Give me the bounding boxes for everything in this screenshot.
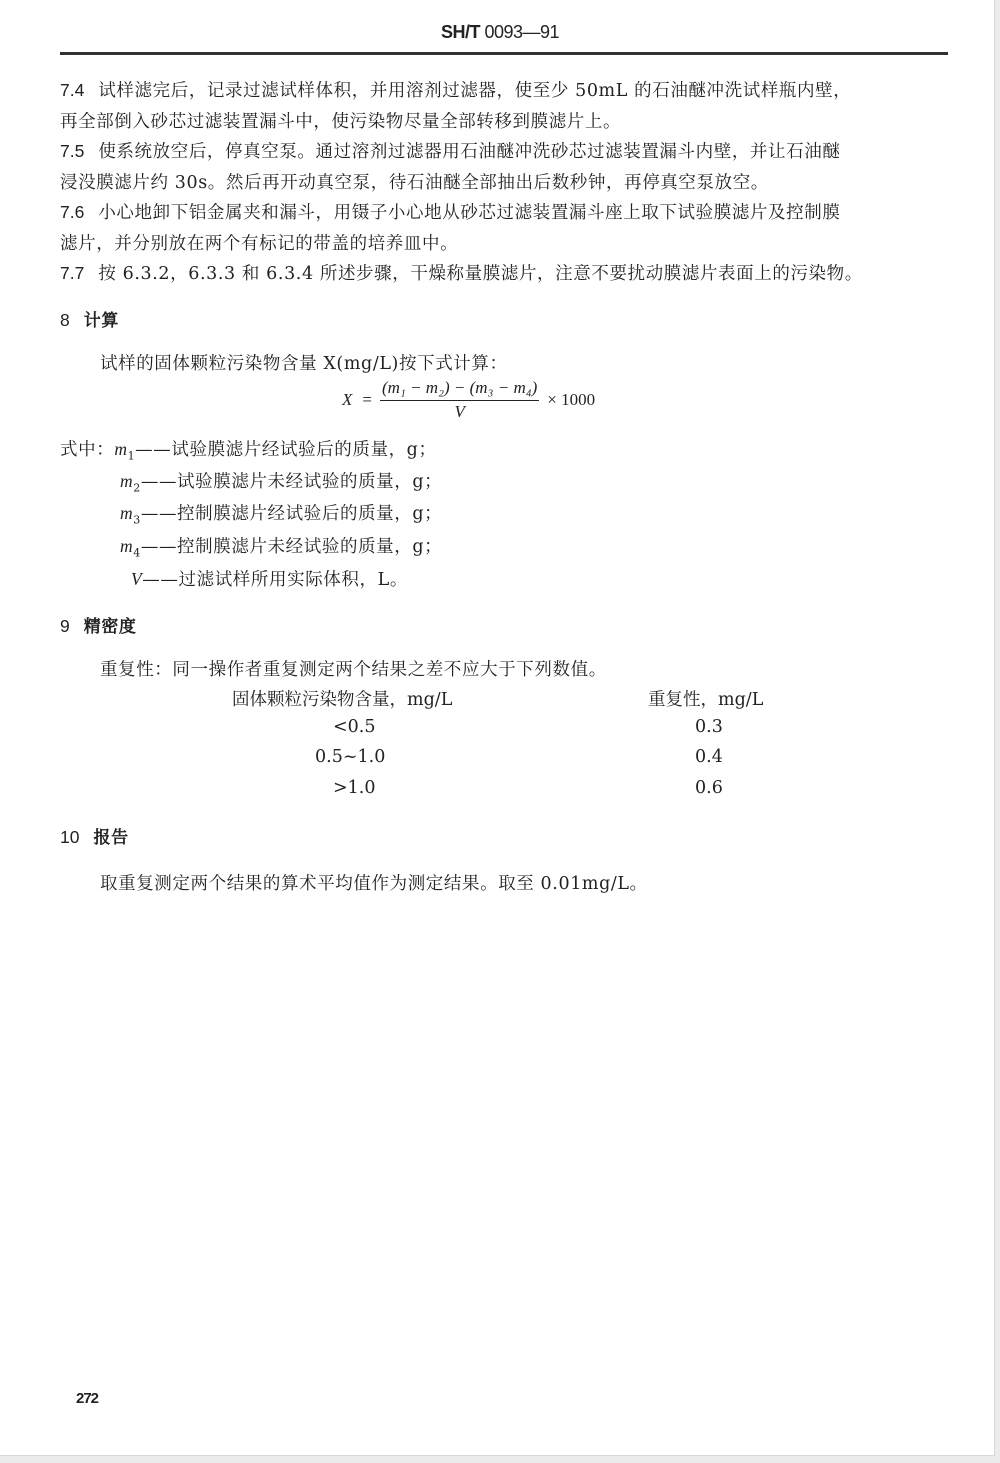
table-header-repeatability: 重复性，mg/L xyxy=(648,690,764,710)
section-number: 7.5 xyxy=(60,141,85,161)
table-cell: 0.4 xyxy=(695,747,723,767)
var-symbol: m xyxy=(120,536,134,556)
paragraph-text: 按 6.3.2，6.3.3 和 6.3.4 所述步骤，干燥称量膜滤片，注意不要扰动膜滤片表面上的污染物。 xyxy=(98,264,863,284)
table-cell: 0.5~1.0 xyxy=(315,747,386,767)
var-subscript: 4 xyxy=(133,546,141,560)
section-number: 7.4 xyxy=(60,80,85,100)
section-7-4-line2: 再全部倒入砂芯过滤装置漏斗中，使污染物尽量全部转移到膜滤片上。 xyxy=(60,112,622,132)
header-rule xyxy=(60,52,948,55)
formula-equals: = xyxy=(362,390,372,409)
var-subscript: 1 xyxy=(127,449,136,463)
table-cell: <0.5 xyxy=(333,717,376,737)
var-desc: ——试验膜滤片经试验后的质量，g； xyxy=(135,440,437,460)
section-number: 9 xyxy=(60,616,70,636)
document-header xyxy=(0,22,1000,43)
formula xyxy=(342,378,595,422)
var-subscript: 2 xyxy=(133,481,141,495)
formula-multiplier: × 1000 xyxy=(547,390,596,409)
var-subscript: 3 xyxy=(133,513,141,527)
formula-lhs: X xyxy=(342,390,353,409)
var-desc: ——控制膜滤片未经试验的质量，g； xyxy=(140,537,443,557)
where-line-1 xyxy=(60,436,437,463)
section-8-intro: 试样的固体颗粒污染物含量 X(mg/L)按下式计算： xyxy=(100,354,508,374)
paragraph-text: 试样滤完后，记录过滤试样体积，并用溶剂过滤器，使至少 50mL 的石油醚冲洗试样瓶内壁， xyxy=(98,81,852,101)
standard-prefix: SH/T xyxy=(440,22,485,42)
var-desc: ——控制膜滤片经试验后的质量，g； xyxy=(140,504,443,524)
formula-denominator: V xyxy=(454,402,465,421)
section-10-text: 取重复测定两个结果的算术平均值作为测定结果。取至 0.01mg/L。 xyxy=(100,874,648,894)
section-8-heading xyxy=(60,306,119,331)
paragraph-text: 使系统放空后，停真空泵。通过溶剂过滤器用石油醚冲洗砂芯过滤装置漏斗内壁，并让石油醚 xyxy=(98,142,841,162)
section-title: 精密度 xyxy=(83,617,137,637)
standard-code: 0093—91 xyxy=(484,22,560,42)
section-title: 计算 xyxy=(83,311,119,331)
section-7-6-line1 xyxy=(60,199,840,224)
section-7-7-line1 xyxy=(60,260,863,285)
section-number: 7.7 xyxy=(60,263,85,283)
table-cell: 0.3 xyxy=(695,717,723,737)
section-number: 8 xyxy=(60,310,70,330)
formula-numerator: (m₁ − m₂) − (m₃ − m₄) xyxy=(380,378,539,401)
section-9-heading xyxy=(60,612,137,637)
section-title: 报告 xyxy=(93,828,129,848)
table-cell: >1.0 xyxy=(333,778,376,798)
section-7-6-line2: 滤片，并分别放在两个有标记的带盖的培养皿中。 xyxy=(60,234,459,254)
table-cell: 0.6 xyxy=(695,778,723,798)
var-symbol: m xyxy=(120,471,134,491)
var-desc: ——过滤试样所用实际体积，L。 xyxy=(142,570,408,590)
section-7-5-line1 xyxy=(60,138,840,163)
section-9-intro: 重复性：同一操作者重复测定两个结果之差不应大于下列数值。 xyxy=(100,660,607,680)
where-line-3 xyxy=(120,500,442,527)
page-number: 272 xyxy=(76,1390,99,1407)
table-header-content: 固体颗粒污染物含量，mg/L xyxy=(232,690,453,710)
section-10-heading xyxy=(60,823,129,848)
section-7-4-line1 xyxy=(60,77,851,102)
formula-fraction xyxy=(380,378,539,422)
var-symbol: m xyxy=(114,439,128,459)
section-number: 7.6 xyxy=(60,202,85,222)
var-desc: ——试验膜滤片未经试验的质量，g； xyxy=(140,472,443,492)
where-line-4 xyxy=(120,533,442,560)
var-symbol: V xyxy=(131,569,143,589)
where-line-2 xyxy=(120,468,442,495)
section-7-5-line2: 浸没膜滤片约 30s。然后再开动真空泵，待石油醚全部抽出后数秒钟，再停真空泵放空。 xyxy=(60,173,769,193)
paragraph-text: 小心地卸下铝金属夹和漏斗，用镊子小心地从砂芯过滤装置漏斗座上取下试验膜滤片及控制膜 xyxy=(98,203,841,223)
where-label: 式中： xyxy=(60,440,115,460)
var-symbol: m xyxy=(120,503,134,523)
section-number: 10 xyxy=(60,827,80,847)
where-line-5 xyxy=(131,566,408,591)
